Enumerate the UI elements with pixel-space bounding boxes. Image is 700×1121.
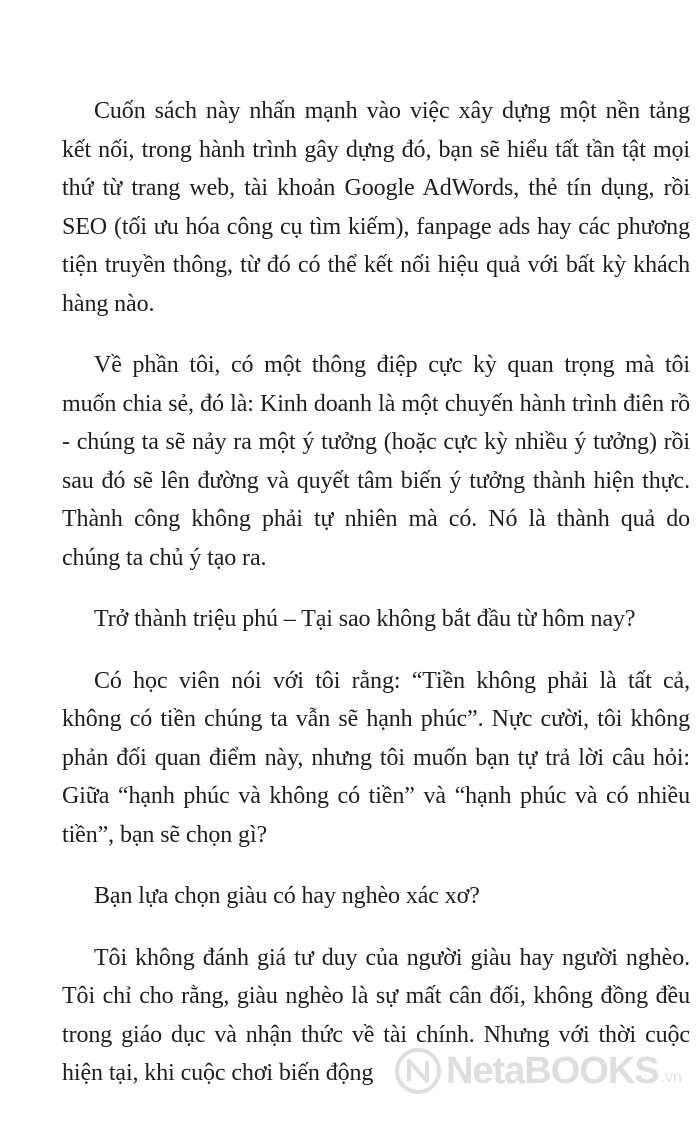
paragraph-4: Có học viên nói với tôi rằng: “Tiền không phải là tất cả, không có tiền chúng ta vẫn sẽ hạnh phúc”. Nực cười, tôi không phản đối quan điểm này, nhưng tôi muốn bạn tự trả lời câu hỏi: Giữa “hạnh phúc và không có tiền” và “hạnh phúc và có nhiều tiền”, bạn sẽ chọn gì? bbox=[62, 667, 690, 848]
paragraph-3: Trở thành triệu phú – Tại sao không bắt đầu từ hôm nay? bbox=[94, 606, 636, 632]
paragraph-2: Về phần tôi, có một thông điệp cực kỳ quan trọng mà tôi muốn chia sẻ, đó là: Kinh doanh là một chuyến hành trình điên rồ - chúng ta sẽ nảy ra một ý tưởng (hoặc cực kỳ nhiều ý tưởng) rồi sau đó sẽ lên đường và quyết tâm biến ý tưởng thành hiện thực. Thành công không phải tự nhiên mà có. Nó là thành quả do chúng ta chủ ý tạo ra. bbox=[62, 352, 690, 571]
paragraph-1: Cuốn sách này nhấn mạnh vào việc xây dựng một nền tảng kết nối, trong hành trình gây dựng đó, bạn sẽ hiểu tất tần tật mọi thứ từ trang web, tài khoản Google AdWords, thẻ tín dụng, rồi SEO (tối ưu hóa công cụ tìm kiếm), fanpage ads hay các phương tiện truyền thông, từ đó có thể kết nối hiệu quả với bất kỳ khách hàng nào. bbox=[62, 98, 690, 317]
watermark-suffix: .vn bbox=[660, 1069, 682, 1086]
paragraph-6: Tôi không đánh giá tư duy của người giàu hay người nghèo. Tôi chỉ cho rằng, giàu nghèo là sự mất cân đối, không đồng đều trong giáo dục và nhận thức về tài chính. Nhưng với thời cuộc hiện tại, khi cuộc chơi biến động bbox=[62, 944, 690, 1086]
paragraph-5: Bạn lựa chọn giàu có hay nghèo xác xơ? bbox=[94, 883, 480, 909]
page-body-text bbox=[62, 92, 690, 1116]
watermark-brand: NetaBOOKS bbox=[445, 1049, 659, 1092]
